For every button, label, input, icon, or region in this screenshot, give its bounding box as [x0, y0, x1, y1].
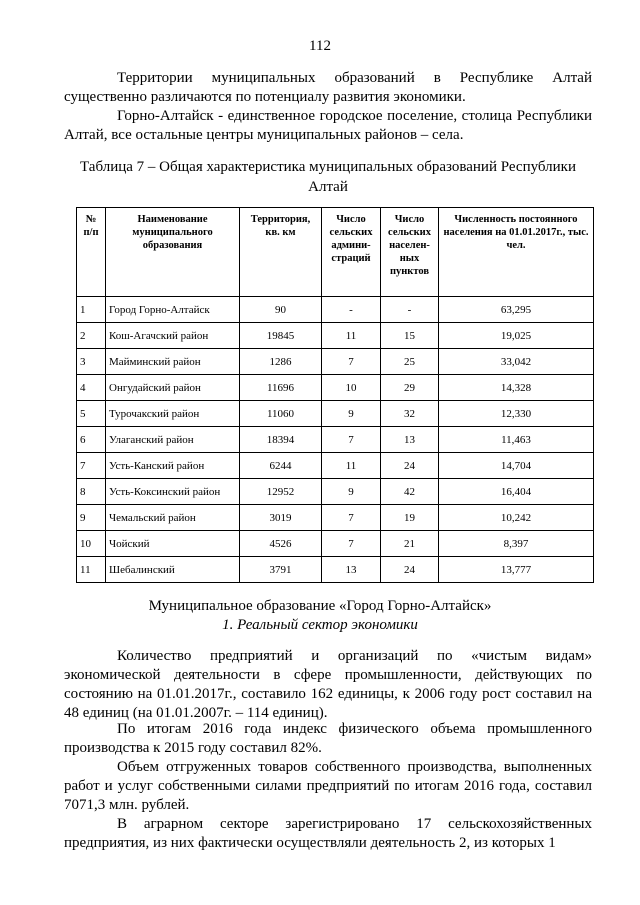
- row-name-cell: Кош-Агачский район: [106, 323, 240, 349]
- row-administrations-cell: 13: [322, 557, 381, 583]
- row-population-cell: 12,330: [439, 401, 594, 427]
- row-population-cell: 33,042: [439, 349, 594, 375]
- section-paragraph-2: По итогам 2016 года индекс физического объема промышленного производства к 2015 году составил 82%.: [64, 721, 592, 756]
- row-territory-cell: 19845: [240, 323, 322, 349]
- row-population-cell: 14,328: [439, 375, 594, 401]
- table-header-row: [77, 208, 594, 297]
- table-row: [77, 531, 594, 557]
- table-row: [77, 323, 594, 349]
- section-subtitle: 1. Реальный сектор экономики: [222, 617, 418, 633]
- row-settlements-cell: 24: [381, 557, 439, 583]
- row-name-cell: Улаганский район: [106, 427, 240, 453]
- table-row: [77, 453, 594, 479]
- row-territory-cell: 6244: [240, 453, 322, 479]
- row-settlements-cell: 13: [381, 427, 439, 453]
- row-settlements-cell: 32: [381, 401, 439, 427]
- row-administrations-cell: 7: [322, 505, 381, 531]
- header-territory: Территория, кв. км: [240, 208, 322, 297]
- row-settlements-cell: 25: [381, 349, 439, 375]
- table-row: [77, 375, 594, 401]
- row-name-cell: Турочакский район: [106, 401, 240, 427]
- row-name-cell: Чойский: [106, 531, 240, 557]
- row-settlements-cell: -: [381, 297, 439, 323]
- row-territory-cell: 12952: [240, 479, 322, 505]
- row-territory-cell: 90: [240, 297, 322, 323]
- section-paragraph-4: В аграрном секторе зарегистрировано 17 сельскохозяйственных предприятия, из них фактически осуществляли деятельность 2, из которых 1: [64, 816, 592, 851]
- table-row: [77, 297, 594, 323]
- row-settlements-cell: 29: [381, 375, 439, 401]
- row-name-cell: Усть-Коксинский район: [106, 479, 240, 505]
- row-number-cell: 10: [77, 531, 106, 557]
- table-row: [77, 401, 594, 427]
- row-population-cell: 10,242: [439, 505, 594, 531]
- table-caption: Таблица 7 – Общая характеристика муниципальных образований Республики Алтай: [80, 159, 576, 195]
- row-number-cell: 9: [77, 505, 106, 531]
- row-territory-cell: 3791: [240, 557, 322, 583]
- row-number-cell: 1: [77, 297, 106, 323]
- row-population-cell: 14,704: [439, 453, 594, 479]
- row-settlements-cell: 42: [381, 479, 439, 505]
- row-territory-cell: 4526: [240, 531, 322, 557]
- row-population-cell: 8,397: [439, 531, 594, 557]
- row-number-cell: 7: [77, 453, 106, 479]
- row-population-cell: 16,404: [439, 479, 594, 505]
- row-number-cell: 6: [77, 427, 106, 453]
- row-administrations-cell: 7: [322, 427, 381, 453]
- row-number-cell: 5: [77, 401, 106, 427]
- table-row: [77, 349, 594, 375]
- row-territory-cell: 11696: [240, 375, 322, 401]
- row-population-cell: 11,463: [439, 427, 594, 453]
- row-administrations-cell: 9: [322, 401, 381, 427]
- header-administrations: Число сельских админи-страций: [322, 208, 381, 297]
- row-name-cell: Шебалинский: [106, 557, 240, 583]
- row-administrations-cell: -: [322, 297, 381, 323]
- row-name-cell: Город Горно-Алтайск: [106, 297, 240, 323]
- intro-paragraph-1: Территории муниципальных образований в Республике Алтай существенно различаются по потенциалу развития экономики.: [64, 70, 592, 105]
- row-administrations-cell: 7: [322, 349, 381, 375]
- row-settlements-cell: 19: [381, 505, 439, 531]
- row-settlements-cell: 21: [381, 531, 439, 557]
- row-name-cell: Чемальский район: [106, 505, 240, 531]
- row-administrations-cell: 9: [322, 479, 381, 505]
- row-number-cell: 11: [77, 557, 106, 583]
- row-number-cell: 8: [77, 479, 106, 505]
- row-settlements-cell: 15: [381, 323, 439, 349]
- row-number-cell: 4: [77, 375, 106, 401]
- header-name: Наименование муниципального образования: [106, 208, 240, 297]
- row-settlements-cell: 24: [381, 453, 439, 479]
- table-body: [77, 297, 594, 583]
- header-number: № п/п: [77, 208, 106, 297]
- table-row: [77, 427, 594, 453]
- section-paragraph-3: Объем отгруженных товаров собственного производства, выполненных работ и услуг собственными силами предприятий по итогам 2016 года, составил 7071,3 млн. рублей.: [64, 759, 592, 813]
- row-population-cell: 13,777: [439, 557, 594, 583]
- table-row: [77, 479, 594, 505]
- row-number-cell: 3: [77, 349, 106, 375]
- row-administrations-cell: 11: [322, 453, 381, 479]
- row-territory-cell: 1286: [240, 349, 322, 375]
- row-territory-cell: 3019: [240, 505, 322, 531]
- row-name-cell: Усть-Канский район: [106, 453, 240, 479]
- section-paragraph-1: Количество предприятий и организаций по «чистым видам» экономической деятельности в сфере промышленности, действующих по состоянию на 01.01.2017г., составило 162 единицы, к 2006 году рост составил на 48 единиц (на 01.01.2007г. – 114 единиц).: [64, 648, 592, 721]
- table-row: [77, 505, 594, 531]
- row-name-cell: Онгудайский район: [106, 375, 240, 401]
- row-territory-cell: 18394: [240, 427, 322, 453]
- row-population-cell: 19,025: [439, 323, 594, 349]
- header-population: Численность постоянного населения на 01.01.2017г., тыс. чел.: [439, 208, 594, 297]
- intro-paragraph-2: Горно-Алтайск - единственное городское поселение, столица Республики Алтай, все остальные центры муниципальных районов – села.: [64, 108, 592, 143]
- row-territory-cell: 11060: [240, 401, 322, 427]
- header-settlements: Число сельских населен-ных пунктов: [381, 208, 439, 297]
- row-number-cell: 2: [77, 323, 106, 349]
- row-name-cell: Майминский район: [106, 349, 240, 375]
- row-administrations-cell: 11: [322, 323, 381, 349]
- row-administrations-cell: 10: [322, 375, 381, 401]
- row-administrations-cell: 7: [322, 531, 381, 557]
- page-number: 112: [309, 38, 331, 54]
- municipal-table: [76, 207, 594, 583]
- table-row: [77, 557, 594, 583]
- section-title: Муниципальное образование «Город Горно-Алтайск»: [148, 598, 492, 614]
- row-population-cell: 63,295: [439, 297, 594, 323]
